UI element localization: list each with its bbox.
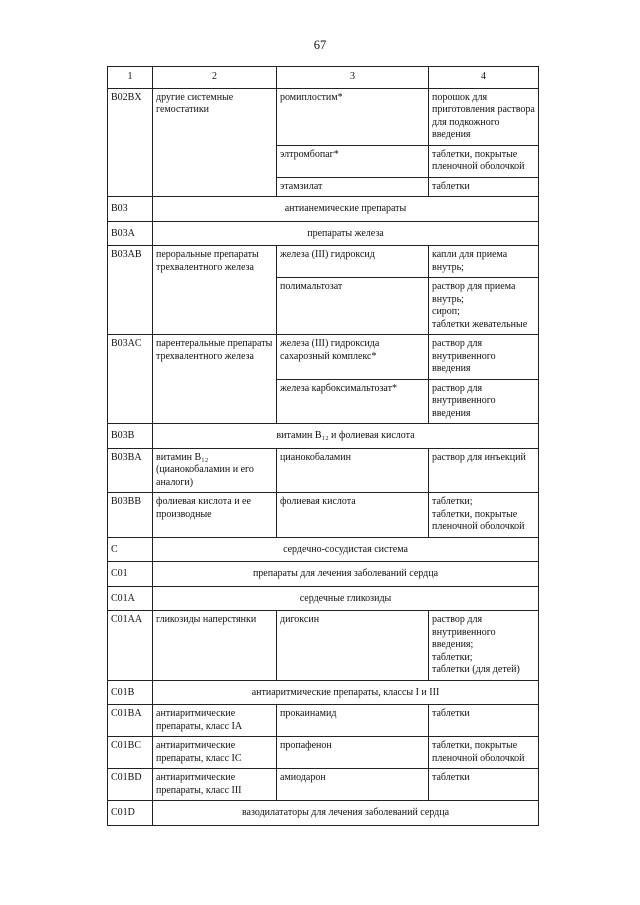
drug-row xyxy=(108,705,539,737)
group-name: витамин B₁₂ (цианокобаламин и его аналоги) xyxy=(153,448,277,493)
dosage-form: таблетки xyxy=(429,177,539,197)
group-name: антиаритмические препараты, класс III xyxy=(153,769,277,801)
atc-code: B03BA xyxy=(108,448,153,493)
atc-code: C01BC xyxy=(108,737,153,769)
dosage-form: порошок для приготовления раствора для подкожного введения xyxy=(429,88,539,145)
section-row xyxy=(108,221,539,246)
section-title: сердечно-сосудистая система xyxy=(153,537,539,562)
atc-code: C01 xyxy=(108,562,153,587)
section-row xyxy=(108,537,539,562)
group-name: антиаритмические препараты, класс IA xyxy=(153,705,277,737)
section-title: витамин B₁₂ и фолиевая кислота xyxy=(153,424,539,449)
drug-name: пропафенон xyxy=(277,737,429,769)
group-name: антиаритмические препараты, класс IC xyxy=(153,737,277,769)
drug-name: полимальтозат xyxy=(277,278,429,335)
section-title: препараты железа xyxy=(153,221,539,246)
group-name: пероральные препараты трехвалентного железа xyxy=(153,246,277,335)
section-row xyxy=(108,562,539,587)
atc-code: B03A xyxy=(108,221,153,246)
atc-code: B03BB xyxy=(108,493,153,538)
dosage-form: раствор для внутривенного введения xyxy=(429,379,539,424)
drug-name: фолиевая кислота xyxy=(277,493,429,538)
section-row xyxy=(108,424,539,449)
group-name: парентеральные препараты трехвалентного железа xyxy=(153,335,277,424)
section-title: антиаритмические препараты, классы I и III xyxy=(153,680,539,705)
table-header-row xyxy=(108,67,539,89)
atc-code: B03B xyxy=(108,424,153,449)
drug-row xyxy=(108,493,539,538)
section-title: антианемические препараты xyxy=(153,197,539,222)
dosage-form: раствор для приема внутрь; сироп; таблетки жевательные xyxy=(429,278,539,335)
section-row xyxy=(108,197,539,222)
drug-name: цианокобаламин xyxy=(277,448,429,493)
atc-code: C01BA xyxy=(108,705,153,737)
dosage-form: раствор для внутривенного введения; таблетки; таблетки (для детей) xyxy=(429,611,539,681)
atc-code: B03AB xyxy=(108,246,153,335)
header-col-3: 3 xyxy=(277,67,429,89)
drug-name: железа (III) гидроксида сахарозный комплекс* xyxy=(277,335,429,380)
section-title: сердечные гликозиды xyxy=(153,586,539,611)
section-title: препараты для лечения заболеваний сердца xyxy=(153,562,539,587)
group-name: другие системные гемостатики xyxy=(153,88,277,197)
dosage-form: таблетки, покрытые пленочной оболочкой xyxy=(429,145,539,177)
atc-code: C01B xyxy=(108,680,153,705)
drug-row xyxy=(108,769,539,801)
page-number: 67 xyxy=(313,38,327,52)
atc-code: C01A xyxy=(108,586,153,611)
drug-row xyxy=(108,246,539,278)
atc-code: C xyxy=(108,537,153,562)
section-row xyxy=(108,801,539,826)
drug-name: железа (III) гидроксид xyxy=(277,246,429,278)
drug-table xyxy=(107,66,539,826)
drug-row xyxy=(108,335,539,380)
header-col-1: 1 xyxy=(108,67,153,89)
dosage-form: таблетки; таблетки, покрытые пленочной оболочкой xyxy=(429,493,539,538)
drug-row xyxy=(108,448,539,493)
drug-name: ромиплостим* xyxy=(277,88,429,145)
dosage-form: раствор для инъекций xyxy=(429,448,539,493)
group-name: фолиевая кислота и ее производные xyxy=(153,493,277,538)
atc-code: C01D xyxy=(108,801,153,826)
atc-code: B03 xyxy=(108,197,153,222)
drug-row xyxy=(108,611,539,681)
dosage-form: таблетки xyxy=(429,705,539,737)
atc-code: C01AA xyxy=(108,611,153,681)
dosage-form: капли для приема внутрь; xyxy=(429,246,539,278)
drug-name: этамзилат xyxy=(277,177,429,197)
atc-code: B03AC xyxy=(108,335,153,424)
header-col-2: 2 xyxy=(153,67,277,89)
drug-name: дигоксин xyxy=(277,611,429,681)
drug-row xyxy=(108,737,539,769)
drug-row xyxy=(108,88,539,145)
dosage-form: таблетки xyxy=(429,769,539,801)
section-row xyxy=(108,680,539,705)
group-name: гликозиды наперстянки xyxy=(153,611,277,681)
drug-name: железа карбоксимальтозат* xyxy=(277,379,429,424)
section-title: вазодилататоры для лечения заболеваний сердца xyxy=(153,801,539,826)
drug-name: прокаинамид xyxy=(277,705,429,737)
atc-code: B02BX xyxy=(108,88,153,197)
drug-name: амиодарон xyxy=(277,769,429,801)
atc-code: C01BD xyxy=(108,769,153,801)
header-col-4: 4 xyxy=(429,67,539,89)
dosage-form: раствор для внутривенного введения xyxy=(429,335,539,380)
section-row xyxy=(108,586,539,611)
drug-name: элтромбопаг* xyxy=(277,145,429,177)
dosage-form: таблетки, покрытые пленочной оболочкой xyxy=(429,737,539,769)
